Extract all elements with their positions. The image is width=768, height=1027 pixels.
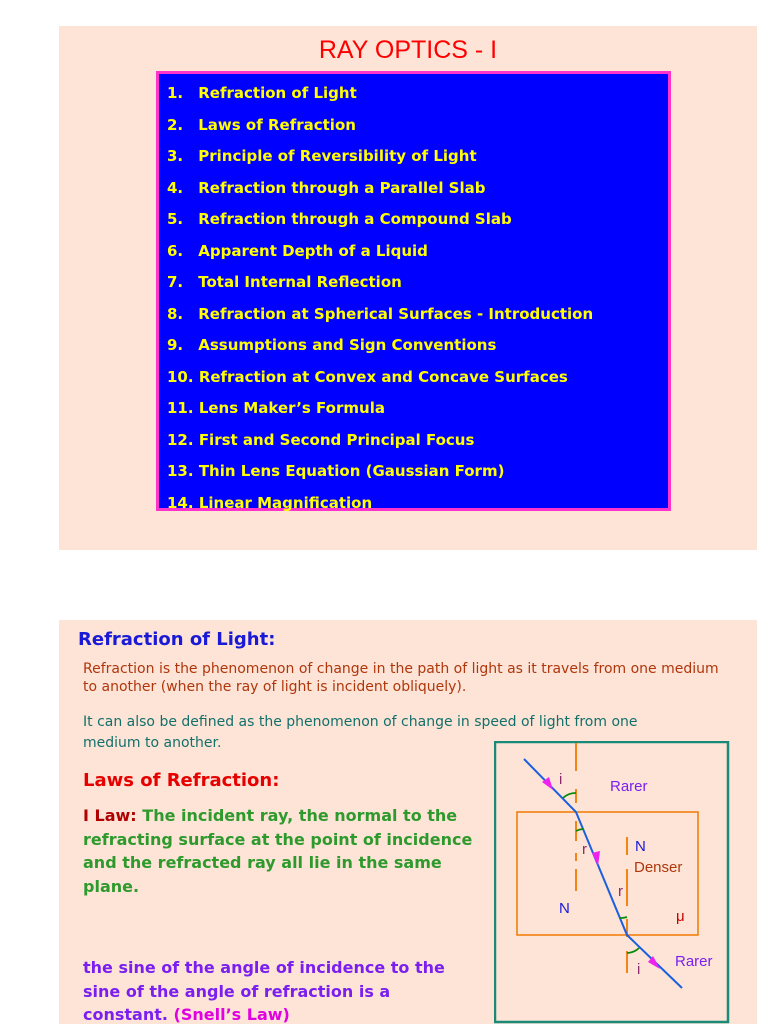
topic-number: 10. [167, 367, 194, 386]
snell-law-text: the sine of the angle of incidence to the sine of the angle of refraction is a constant. [83, 958, 445, 1024]
first-law-text: The incident ray, the normal to the refracting surface at the point of incidence and the refracted ray all lie in the same plane. [83, 806, 473, 896]
label-rarer-top: Rarer [610, 778, 648, 795]
topic-item [167, 236, 668, 268]
arc-r-bottom [620, 917, 627, 918]
topic-label: Refraction at Convex and Concave Surfaces [198, 367, 568, 386]
definition-paragraph-2: It can also be defined as the phenomenon of change in speed of light from one medium to another. [83, 714, 638, 751]
refraction-diagram [494, 741, 730, 1024]
topic-item [167, 110, 668, 142]
topic-number: 6. [167, 241, 184, 260]
topic-label: Apparent Depth of a Liquid [198, 241, 428, 260]
topic-number: 11. [167, 399, 194, 417]
label-n-left: N [559, 900, 570, 917]
topic-number: 4. [167, 178, 184, 197]
topic-item [167, 456, 668, 488]
definition-paragraph-1: Refraction is the phenomenon of change in the path of light as it travels from one medium to another (when the ray of light is incident obliquely). [83, 661, 719, 695]
topic-number: 5. [167, 210, 184, 228]
topic-label: Refraction of Light [198, 84, 357, 102]
topic-number: 12. [167, 430, 194, 449]
topic-label: Refraction through a Compound Slab [198, 210, 512, 228]
section-heading: Refraction of Light: [78, 629, 276, 650]
topic-label: Lens Maker’s Formula [198, 399, 385, 417]
slide-refraction [59, 620, 757, 1024]
label-i-bottom: i [637, 961, 641, 978]
topic-number: 8. [167, 304, 184, 323]
topic-number: 9. [167, 336, 184, 354]
topic-item [167, 299, 668, 331]
topic-label: First and Second Principal Focus [198, 430, 475, 449]
topic-number: 2. [167, 115, 184, 134]
topic-label: Refraction through a Parallel Slab [198, 178, 486, 197]
label-i-top: i [559, 771, 563, 788]
label-rarer-bottom: Rarer [675, 953, 713, 970]
topic-number: 13. [167, 462, 194, 480]
topic-label: Assumptions and Sign Conventions [198, 336, 497, 354]
first-law-lead: I Law: [83, 806, 137, 825]
topic-number: 1. [167, 84, 184, 102]
topic-item [167, 267, 668, 299]
topic-list [156, 71, 671, 511]
snell-law-tag: (Snell’s Law) [173, 1005, 290, 1024]
topic-label: Principle of Reversibility of Light [198, 147, 477, 165]
topic-item [167, 330, 668, 362]
topic-item [167, 173, 668, 205]
topic-item [167, 204, 668, 236]
label-r-top: r [582, 841, 587, 858]
topic-number: 14. [167, 493, 194, 512]
topic-item [167, 393, 668, 425]
topic-item [167, 141, 668, 173]
snell-law [83, 956, 473, 1027]
label-denser: Denser [634, 859, 683, 876]
topic-item [167, 362, 668, 394]
topic-number: 7. [167, 273, 184, 291]
topic-label: Total Internal Reflection [198, 273, 402, 291]
label-mu: μ [676, 908, 685, 925]
label-n-right: N [635, 838, 646, 855]
topic-item [167, 78, 668, 110]
slide-toc [59, 26, 757, 550]
slide-title: RAY OPTICS - I [318, 36, 498, 64]
first-law [83, 804, 473, 898]
topic-number: 3. [167, 147, 184, 165]
label-r-bottom: r [618, 883, 623, 900]
topic-label: Refraction at Spherical Surfaces - Introduction [198, 304, 594, 323]
topic-item [167, 488, 668, 520]
topic-label: Linear Magnification [198, 493, 373, 512]
laws-heading: Laws of Refraction: [83, 770, 280, 791]
topic-label: Thin Lens Equation (Gaussian Form) [198, 462, 505, 480]
topic-item [167, 425, 668, 457]
topic-label: Laws of Refraction [198, 115, 356, 134]
